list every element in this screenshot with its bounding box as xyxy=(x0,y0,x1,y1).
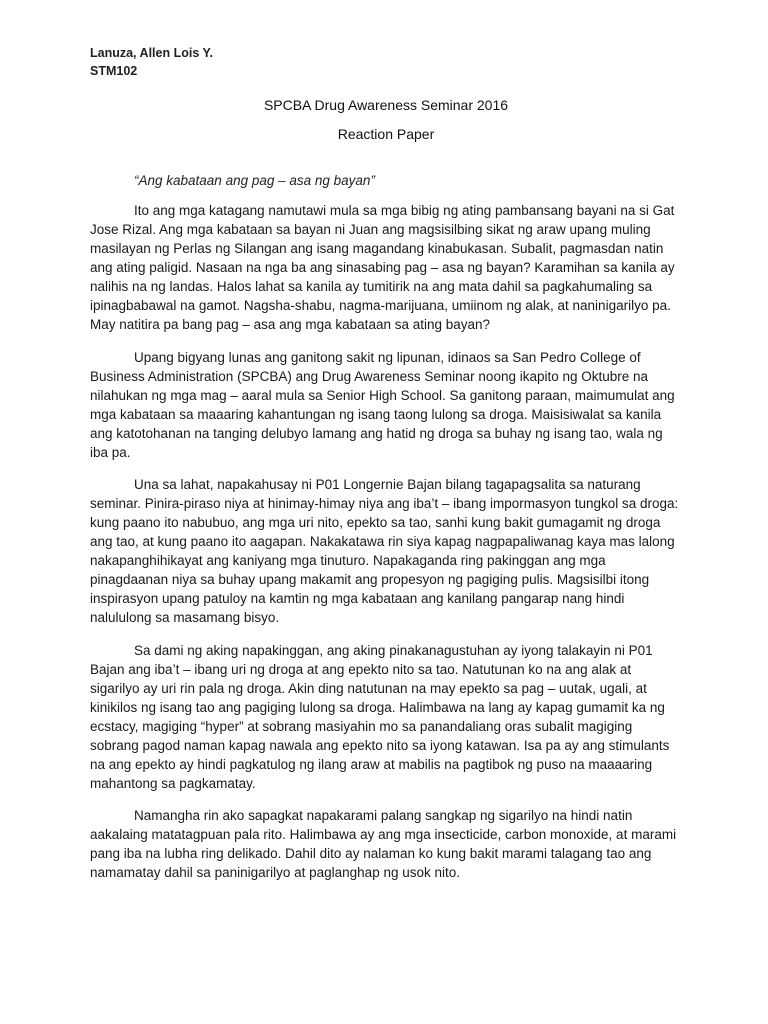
paragraph-3: Una sa lahat, napakahusay ni P01 Longernie Bajan bilang tagapagsalita sa naturang seminar. Pinira-piraso niya at hinimay-himay niya ang iba’t – ibang impormasyon tungkol sa droga: kung paano ito nabubuo, ang mga uri nito, epekto sa tao, sanhi kung bakit gumagamit ng droga ang tao, at kung paano ito aagapan. Nakakatawa rin siya kapag nagpapaliwanag kaya mas lalong nakapanghihikayat ang kaniyang mga tinuturo. Napakaganda ring pakinggan ang mga pinagdaanan niya sa buhay upang makamit ang propesyon ng pagiging pulis. Magsisilbi itong inspirasyon upang patuloy na kamtin ng mga kabataan ang kanilang pangarap nang hindi nalululong sa masamang bisyo. xyxy=(90,477,679,625)
document-subtitle: Reaction Paper xyxy=(337,126,435,142)
document-title: SPCBA Drug Awareness Seminar 2016 xyxy=(263,97,509,113)
paragraph-1: Ito ang mga katagang namutawi mula sa mga bibig ng ating pambansang bayani na si Gat Jose Rizal. Ang mga kabataan sa bayan ni Juan ang magsisilbing sikat ng araw upang muling masilayan ng Perlas ng Silangan ang isang magandang kinabukasan. Subalit, pagmasdan natin ang ating paligid. Nasaan na nga ba ang sinasabing pag – asa ng bayan? Karamihan sa kanila ay nalihis na ng landas. Halos lahat sa kanila ay tumitirik na ang mata dahil sa pagkahumaling sa ipinagbabawal na gamot. Nagsha-shabu, nagma-marijuana, umiinom ng alak, at naninigarilyo pa. May natitira pa bang pag – asa ang mga kabataan sa ating bayan? xyxy=(90,203,675,332)
author-section: STM102 xyxy=(90,64,138,78)
paragraph-5: Namangha rin ako sapagkat napakarami palang sangkap ng sigarilyo na hindi natin aakalaing matatagpuan pala rito. Halimbawa ay ang mga insecticide, carbon monoxide, at marami pang iba na lubha ring delikado. Dahil dito ay nalaman ko kung bakit marami talagang tao ang namamatay dahil sa paninigarilyo at paglanghap ng usok nito. xyxy=(90,808,677,880)
paragraph-2: Upang bigyang lunas ang ganitong sakit ng lipunan, idinaos sa San Pedro College of Business Administration (SPCBA) ang Drug Awareness Seminar noong ikapito ng Oktubre na nilahukan ng mga mag – aaral mula sa Senior High School. Sa ganitong paraan, maimumulat ang mga kabataan sa maaaring kahantungan ng isang taong lulong sa droga. Maisisiwalat sa kanila ang katotohanan na tanging delubyo lamang ang hatid ng droga sa buhay ng isang tao, wala ng iba pa. xyxy=(90,349,675,460)
opening-quote: “Ang kabataan ang pag – asa ng bayan” xyxy=(134,173,375,188)
author-name: Lanuza, Allen Lois Y. xyxy=(90,46,213,60)
paragraph-4: Sa dami ng aking napakinggan, ang aking pinakanagustuhan ay iyong talakayin ni P01 Bajan ang iba’t – ibang uri ng droga at ang epekto nito sa tao. Natutunan ko na ang alak at sigarilyo ay uri rin pala ng droga. Akin ding natutunan na may epekto sa pag – uutak, ugali, at kinikilos ng isang tao ang pagiging lulong sa droga. Halimbawa na lang ay kapag gumamit ka ng ecstacy, magiging “hyper” at sobrang masiyahin mo sa panandaliang oras subalit magiging sobrang pagod naman kapag nawala ang epekto nito sa iyong katawan. Isa pa ay ang stimulants na ang epekto ay hindi pagkatulog ng ilang araw at mabilis na pagtibok ng puso na maaaaring mahantong sa pagkamatay. xyxy=(90,642,670,791)
